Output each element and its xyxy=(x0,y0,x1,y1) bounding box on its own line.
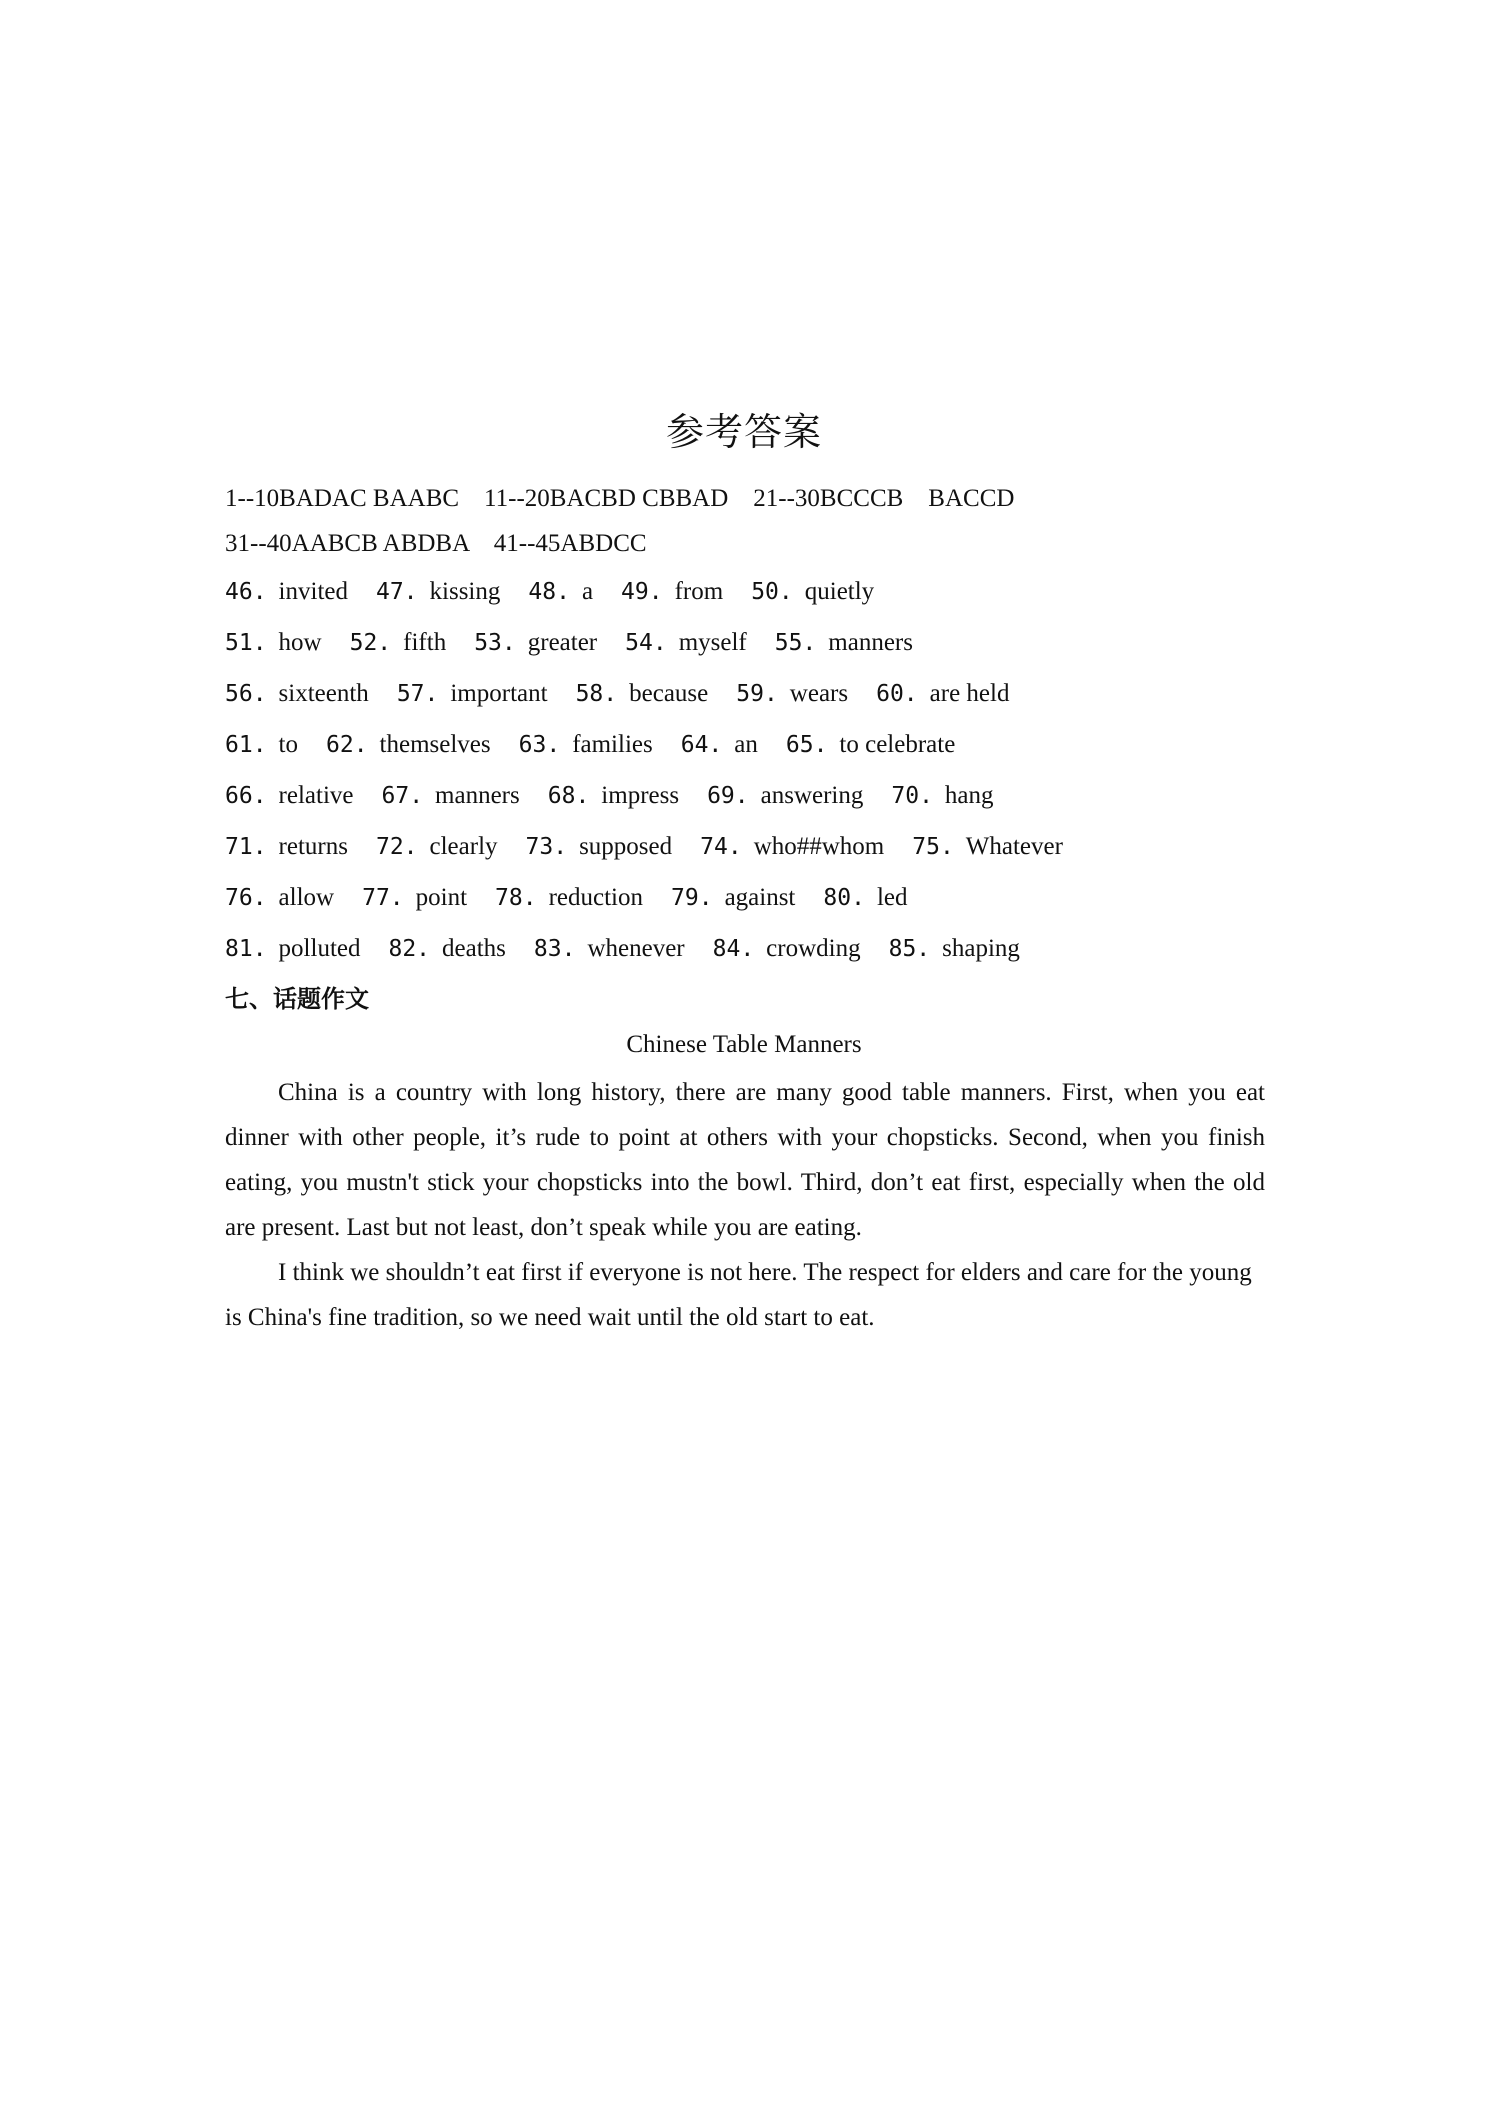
answer-row xyxy=(225,923,1325,974)
answer-item xyxy=(376,821,498,873)
answer-item xyxy=(736,668,848,720)
answer-text: kissing xyxy=(429,578,501,605)
answer-text: important xyxy=(450,680,548,707)
question-number: 57. xyxy=(396,681,439,707)
essay-body xyxy=(225,1070,1265,1340)
answer-text: to celebrate xyxy=(839,731,956,758)
question-number: 55. xyxy=(774,630,817,656)
answer-item xyxy=(474,617,597,669)
answer-item xyxy=(362,872,467,924)
question-number: 72. xyxy=(375,834,418,860)
answer-text: to xyxy=(278,731,298,758)
answer-item xyxy=(225,821,348,873)
answer-row xyxy=(225,617,1325,668)
question-number: 63. xyxy=(518,732,561,758)
answer-item xyxy=(621,566,723,618)
answer-item xyxy=(891,770,993,822)
answer-item xyxy=(326,719,491,771)
answer-item xyxy=(876,668,1009,720)
answer-item xyxy=(397,668,548,720)
question-number: 48. xyxy=(528,579,570,605)
answer-text: deaths xyxy=(442,935,506,962)
answer-item xyxy=(912,821,1063,873)
answer-item xyxy=(700,821,884,873)
answer-item xyxy=(775,617,913,669)
question-number: 69. xyxy=(707,783,749,809)
answer-item xyxy=(823,872,907,924)
answer-text: allow xyxy=(278,884,335,911)
question-number: 66. xyxy=(225,783,267,809)
answer-item xyxy=(225,617,322,669)
answer-text: are held xyxy=(929,680,1010,707)
answer-item xyxy=(786,719,955,771)
question-number: 60. xyxy=(876,681,918,707)
question-number: 74. xyxy=(700,834,742,860)
answer-text: myself xyxy=(678,629,747,656)
answer-row xyxy=(225,872,1325,923)
answer-text: greater xyxy=(527,629,598,656)
answer-text: themselves xyxy=(379,731,491,758)
question-number: 58. xyxy=(575,681,618,707)
answer-item xyxy=(376,566,500,618)
question-number: 83. xyxy=(533,936,576,962)
answer-text: answering xyxy=(760,782,864,809)
answer-item xyxy=(526,821,673,873)
question-number: 70. xyxy=(891,783,933,809)
question-number: 76. xyxy=(225,885,267,911)
answer-text: reduction xyxy=(548,884,644,911)
answer-item xyxy=(528,566,593,618)
answer-item xyxy=(548,770,679,822)
question-number: 62. xyxy=(326,732,368,758)
answer-item xyxy=(225,770,354,822)
answer-text: an xyxy=(734,731,758,758)
answer-item xyxy=(625,617,747,669)
question-number: 50. xyxy=(751,579,793,605)
answer-text: hang xyxy=(944,782,994,809)
answer-item xyxy=(576,668,709,720)
question-number: 71. xyxy=(225,834,267,860)
question-number: 56. xyxy=(225,681,267,707)
question-number: 46. xyxy=(225,579,267,605)
essay-paragraph: China is a country with long history, there are many good table manners. First, when you eat dinner with other people, it’s rude to point at others with your chopsticks. Second, when you finish eating, you mustn't stick your chopsticks into the bowl. Third, don’t eat first, especially when the old are present. Last but not least, don’t speak while you are eating. xyxy=(225,1079,1265,1241)
answer-row xyxy=(225,821,1325,872)
answer-item xyxy=(751,566,874,618)
answer-text: from xyxy=(674,578,724,605)
essay-paragraph: I think we shouldn’t eat first if everyone is not here. The respect for elders and care for the young is China's fine tradition, so we need wait until the old start to eat. xyxy=(225,1259,1252,1331)
answer-row xyxy=(225,719,1325,770)
answer-item xyxy=(225,668,369,720)
answer-item xyxy=(681,719,758,771)
answer-item xyxy=(534,923,685,975)
answer-text: sixteenth xyxy=(278,680,369,707)
answer-text: families xyxy=(572,731,653,758)
answer-text: Whatever xyxy=(965,833,1063,860)
question-number: 49. xyxy=(621,579,663,605)
multiple-choice-line: 31--40AABCB ABDBA 41--45ABDCC xyxy=(225,530,647,557)
question-number: 61. xyxy=(225,732,267,758)
answer-text: because xyxy=(629,680,709,707)
question-number: 81. xyxy=(225,936,267,962)
essay-title: Chinese Table Manners xyxy=(626,1031,862,1058)
answer-text: whenever xyxy=(587,935,685,962)
fill-in-answers xyxy=(225,566,1325,974)
answer-item xyxy=(225,566,348,618)
question-number: 85. xyxy=(888,936,931,962)
section-heading: 七、话题作文 xyxy=(225,985,369,1013)
answer-row xyxy=(225,668,1325,719)
answer-text: supposed xyxy=(579,833,673,860)
answer-item xyxy=(225,872,334,924)
answer-text: how xyxy=(278,629,322,656)
answer-text: fifth xyxy=(403,629,447,656)
answer-item xyxy=(350,617,447,669)
question-number: 84. xyxy=(712,936,755,962)
answer-item xyxy=(495,872,643,924)
question-number: 53. xyxy=(474,630,516,656)
answer-text: polluted xyxy=(278,935,361,962)
question-number: 51. xyxy=(225,630,267,656)
answer-row xyxy=(225,566,1325,617)
answer-text: returns xyxy=(278,833,348,860)
answer-text: invited xyxy=(278,578,348,605)
question-number: 68. xyxy=(547,783,590,809)
question-number: 79. xyxy=(671,885,713,911)
answer-item xyxy=(707,770,863,822)
answer-item xyxy=(225,923,360,975)
answer-item xyxy=(713,923,861,975)
answer-item xyxy=(388,923,505,975)
answer-text: who##whom xyxy=(753,833,885,860)
question-number: 82. xyxy=(388,936,431,962)
question-number: 75. xyxy=(912,834,954,860)
question-number: 52. xyxy=(349,630,392,656)
answer-text: quietly xyxy=(804,578,875,605)
answer-item xyxy=(382,770,520,822)
answer-text: manners xyxy=(435,782,520,809)
answer-item xyxy=(225,719,298,771)
page-title: 参考答案 xyxy=(665,410,822,454)
question-number: 73. xyxy=(525,834,568,860)
answer-key xyxy=(225,476,1325,974)
question-number: 65. xyxy=(785,732,828,758)
question-number: 47. xyxy=(375,579,418,605)
answer-text: point xyxy=(415,884,468,911)
answer-text: relative xyxy=(278,782,354,809)
multiple-choice-line: 1--10BADAC BAABC 11--20BACBD CBBAD 21--30BCCCB BACCD xyxy=(225,485,1015,512)
answer-item xyxy=(519,719,653,771)
answer-item xyxy=(889,923,1020,975)
answer-item xyxy=(671,872,795,924)
answer-text: clearly xyxy=(429,833,498,860)
question-number: 80. xyxy=(823,885,865,911)
answer-text: manners xyxy=(828,629,913,656)
answer-row xyxy=(225,770,1325,821)
answer-text: shaping xyxy=(942,935,1020,962)
answer-text: impress xyxy=(601,782,680,809)
question-number: 77. xyxy=(362,885,404,911)
answer-text: a xyxy=(581,578,594,605)
answer-text: against xyxy=(724,884,796,911)
question-number: 59. xyxy=(736,681,778,707)
answer-text: crowding xyxy=(766,935,861,962)
question-number: 54. xyxy=(625,630,667,656)
answer-text: led xyxy=(876,884,908,911)
question-number: 78. xyxy=(495,885,537,911)
question-number: 67. xyxy=(381,783,424,809)
question-number: 64. xyxy=(680,732,723,758)
answer-text: wears xyxy=(789,680,849,707)
